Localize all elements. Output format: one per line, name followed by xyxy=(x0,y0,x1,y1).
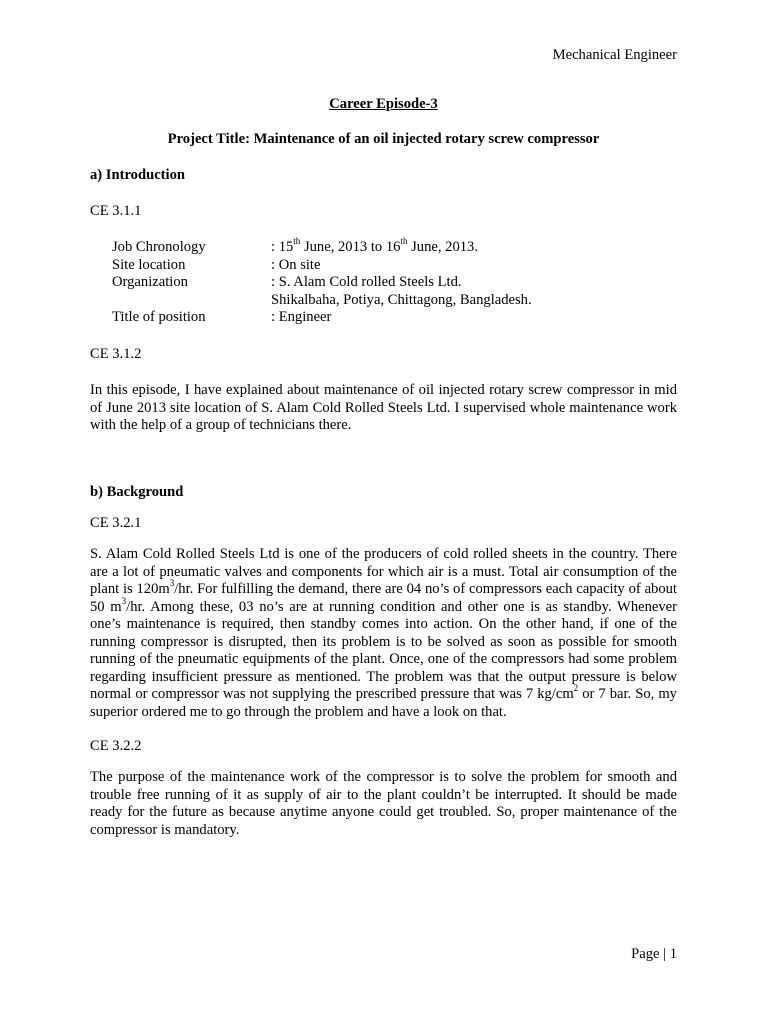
title-of-position-row xyxy=(112,309,677,327)
ce-3-1-2-label: CE 3.1.2 xyxy=(90,346,142,362)
site-location-row xyxy=(112,257,677,275)
site-location-value: : On site xyxy=(271,256,321,273)
job-chronology-value: : 15th June, 2013 to 16th June, 2013. xyxy=(271,236,479,255)
introduction-paragraph: In this episode, I have explained about maintenance of oil injected rotary screw compressor in mid of June 2013 site location of S. Alam Cold Rolled Steels Ltd. I supervised whole maintenance work with the help of a group of technicians there. xyxy=(90,382,677,433)
background-paragraph-2: The purpose of the maintenance work of the compressor is to solve the problem for smooth and trouble free running of it as supply of air to the plant couldn’t be interrupted. It should be made ready for the future as because anytime anyone could get troubled. So, proper maintenance of the compressor is mandatory. xyxy=(90,769,677,838)
job-chronology-row xyxy=(112,236,677,257)
ce-3-2-2-label: CE 3.2.2 xyxy=(90,738,142,754)
site-location-label: Site location xyxy=(112,256,186,273)
job-info-table xyxy=(112,236,677,327)
job-chronology-label: Job Chronology xyxy=(112,239,206,255)
title-of-position-label: Title of position xyxy=(112,309,206,325)
background-heading: b) Background xyxy=(90,484,184,500)
background-paragraph-1: S. Alam Cold Rolled Steels Ltd is one of the producers of cold rolled sheets in the country. There are a lot of pneumatic valves and components for which air is a must. Total air consumption of the plant is $120m^3/hr$. For fulfilling the demand, there are 04 no’s of compressors each capacity of about 50 $m^3/hr$. Among these, 03 no’s are at running condition and other one is as standby. Whenever one’s maintenance is required, then standby comes into action. On the other hand, if one of the running compressor is disrupted, then its problem is to be solved as soon as possible for smooth running of the pneumatic equipments of the plant. Once, one of the compressors had some problem regarding insufficient pressure as mentioned. The problem was that the output pressure is below normal or compressor was not supplying the prescribed pressure that was 7 $kg/cm^2$ or 7 bar. So, my superior ordered me to go through the problem and have a look on that. xyxy=(90,546,677,720)
project-title: Project Title: Maintenance of an oil injected rotary screw compressor xyxy=(167,131,600,147)
organization-row xyxy=(112,274,677,309)
organization-label: Organization xyxy=(112,274,188,290)
ce-3-1-1-label: CE 3.1.1 xyxy=(90,203,142,219)
organization-value: : S. Alam Cold rolled Steels Ltd. Shikalbaha, Potiya, Chittagong, Bangladesh. xyxy=(271,274,532,308)
introduction-heading: a) Introduction xyxy=(90,167,186,183)
document-page xyxy=(90,0,677,1024)
ce-3-2-1-label: CE 3.2.1 xyxy=(90,515,142,531)
title-of-position-value: : Engineer xyxy=(271,309,332,325)
page-number: Page | 1 xyxy=(631,946,677,962)
episode-title: Career Episode-3 xyxy=(329,96,438,112)
page-header: Mechanical Engineer xyxy=(552,47,677,63)
